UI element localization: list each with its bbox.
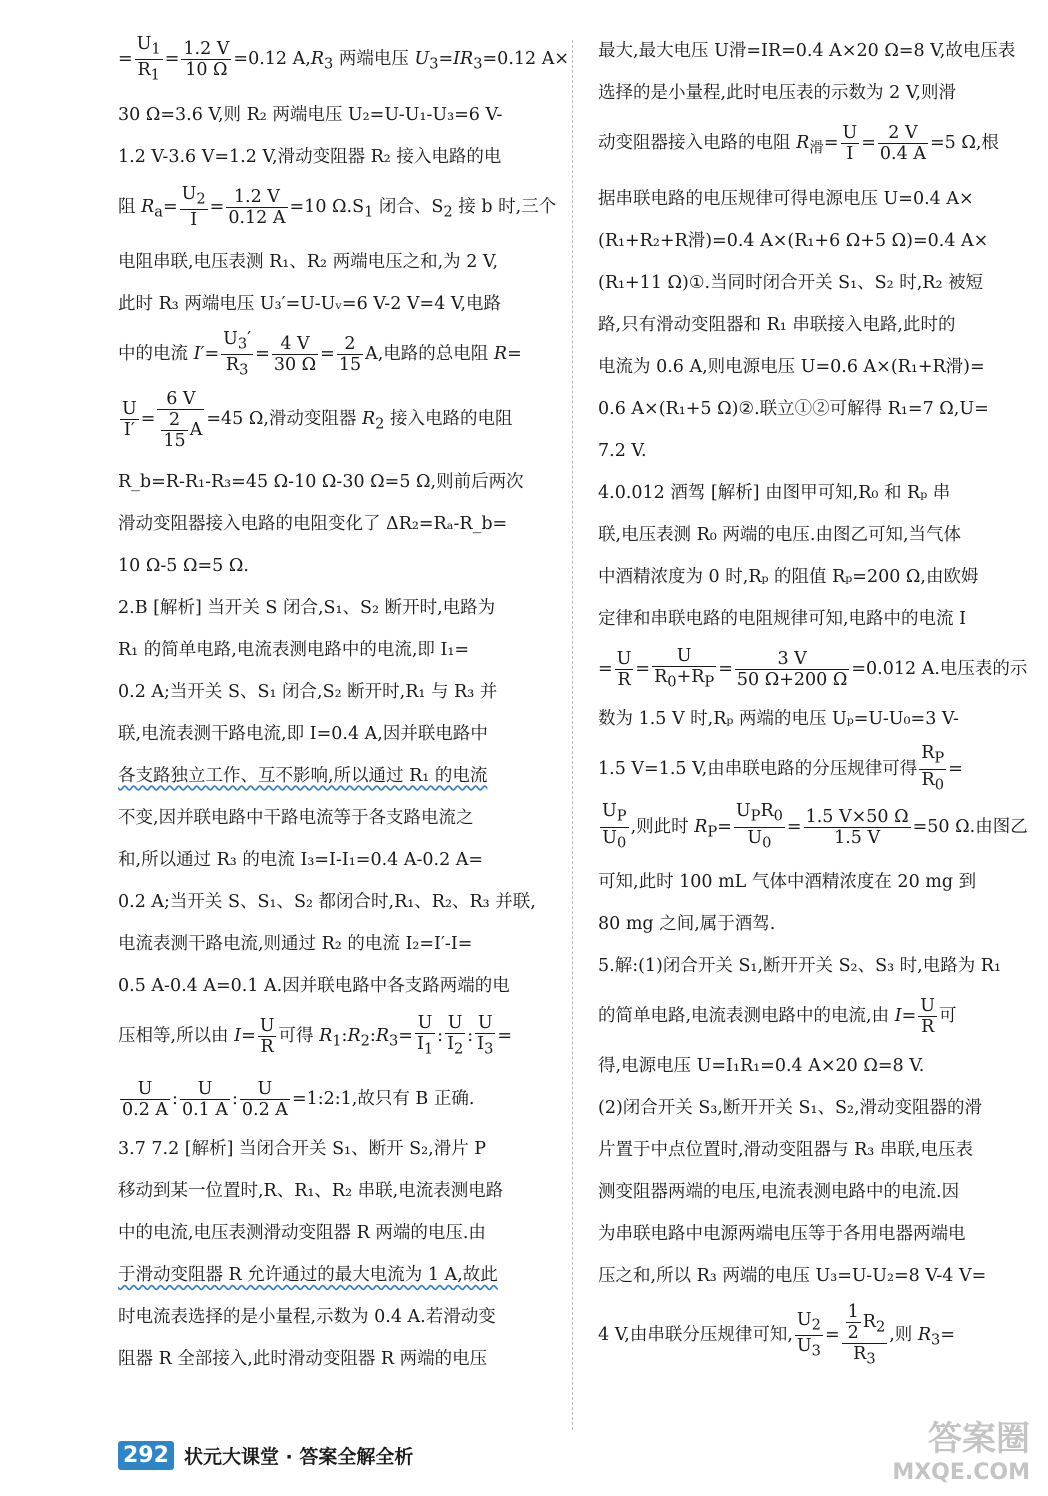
question-2-start: 2.B [解析] 当开关 S 闭合,S₁、S₂ 断开时,电路为 — [118, 597, 496, 618]
text-line: 压之和,所以 R₃ 两端的电压 U₃=U-U₂=8 V-4 V= — [598, 1266, 987, 1286]
text-line: 为串联电路中电源两端电压等于各用电器两端电 — [598, 1224, 966, 1244]
text-line: 30 Ω=3.6 V,则 R₂ 两端电压 U₂=U-U₁-U₃=6 V- — [118, 104, 503, 125]
text-line: 联,电压表测 R₀ 两端的电压.由图乙可知,当气体 — [598, 524, 962, 545]
text-line: 的简单电路,电流表测电路中的电流,由 I= $\frac{U}{R}$ 可 — [598, 996, 957, 1037]
text-line: 中的电流 I′= $\frac{U_3'}{R_3}$ = $\frac{4 V}{30 \Omega}$ = $\frac{2}{15}$ A,电路的总电阻 R= — [118, 328, 522, 379]
text-line: 4 V,由串联分压规律可知, $\frac{U_2}{U_3}$ = $\frac{1}{2}$ $R_2$ $R_3$ ,则 $R_3=$ — [598, 1301, 955, 1368]
text-line: 10 Ω-5 Ω=5 Ω. — [118, 555, 249, 576]
text-line: 于滑动变阻器 R 允许通过的最大电流为 1 A,故此 — [118, 1265, 498, 1285]
book-title: 状元大课堂 · 答案全解全析 — [183, 1445, 414, 1468]
text-line: 电流为 0.6 A,则电源电压 U=0.6 A×(R₁+R滑)= — [598, 356, 985, 377]
text-line: 定律和串联电路的电阻规律可知,电路中的电流 I — [598, 608, 967, 629]
text-line: 阻 $R_a=$ $\frac{U_2}{I}$ = $\frac{1.2 V}{0.12 A}$ =10 $\Omega.S_1$ 闭合、$S_2$ 接 b 时,三个 — [118, 183, 557, 231]
page-footer — [118, 1437, 413, 1473]
text-line: = $\frac{U_1}{R_1}$ = $\frac{1.2 V}{10 \Omega}$ =0.12 $A,R_3$ 两端电压 $U_3=IR_3=0.12$ A× — [118, 33, 570, 84]
text-line: 中酒精浓度为 0 时,Rₚ 的阻值 Rₚ=200 Ω,由欧姆 — [598, 566, 979, 587]
text-line: (R₁+R₂+R滑)=0.4 A×(R₁+6 Ω+5 Ω)=0.4 A× — [598, 230, 989, 251]
watermark-url: MXQE.COM — [892, 1460, 1030, 1485]
text-line: 0.6 A×(R₁+5 Ω)②.联立①②可解得 R₁=7 Ω,U= — [598, 398, 989, 419]
text-line: $\frac{U_P}{U_0}$ ,则此时 $R_P=$ $\frac{U_PR_0}{U_0}$ = $\frac{1.5 V\times 50 \Omega}{1.5 V}$ =50 Ω.由图乙 — [602, 801, 1028, 851]
text-line: (2)闭合开关 S₃,断开开关 S₁、S₂,滑动变阻器的滑 — [598, 1098, 983, 1118]
question-3-start: 3.7 7.2 [解析] 当闭合开关 S₁、断开 S₂,滑片 P — [118, 1139, 487, 1159]
text-line: 得,电源电压 U=I₁R₁=0.4 A×20 Ω=8 V. — [598, 1056, 925, 1076]
text-line: $\frac{U}{I'}$ = 6 V $\frac{2}{15}$ A =45 Ω,滑动变阻器 $R_2$ 接入电路的电阻 — [122, 388, 513, 451]
text-line: 可知,此时 100 mL 气体中酒精浓度在 20 mg 到 — [598, 872, 977, 892]
text-line: 最大,最大电压 U滑=IR=0.4 A×20 Ω=8 V,故电压表 — [598, 41, 1016, 61]
text-line: 联,电流表测干路电流,即 I=0.4 A,因并联电路中 — [118, 723, 488, 744]
watermark — [892, 1419, 1030, 1485]
text-line: 路,只有滑动变阻器和 R₁ 串联接入电路,此时的 — [598, 314, 956, 335]
text-line: 1.5 V=1.5 V,由串联电路的分压规律可得 $\frac{R_P}{R_0}$ = — [598, 743, 963, 793]
text-line: 0.2 A;当开关 S、S₁ 闭合,S₂ 断开时,R₁ 与 R₃ 并 — [118, 681, 498, 702]
text-line: 1.2 V-3.6 V=1.2 V,滑动变阻器 R₂ 接入电路的电 — [118, 146, 502, 167]
text-line: 此时 R₃ 两端电压 U₃′=U-Uᵥ=6 V-2 V=4 V,电路 — [118, 294, 502, 314]
text-line: 滑动变阻器接入电路的电阻变化了 ΔR₂=Rₐ-R_b= — [118, 513, 508, 534]
text-line: 不变,因并联电路中干路电流等于各支路电流之 — [118, 807, 474, 828]
right-column — [598, 30, 1028, 1379]
text-line: 7.2 V. — [598, 440, 647, 461]
text-line: 阻器 R 全部接入,此时滑动变阻器 R 两端的电压 — [118, 1349, 488, 1369]
text-line: 移动到某一位置时,R、R₁、R₂ 串联,电流表测电路 — [118, 1181, 504, 1201]
text-line: 和,所以通过 R₃ 的电流 I₃=I-I₁=0.4 A-0.2 A= — [118, 849, 484, 870]
text-line: 测变阻器两端的电压,电流表测电路中的电流.因 — [598, 1182, 960, 1202]
text-line: R_b=R-R₁-R₃=45 Ω-10 Ω-30 Ω=5 Ω,则前后两次 — [118, 471, 524, 492]
text-line: 压相等,所以由 I= $\frac{U}{R}$ 可得 $R_1:R_2:R_3=$ $\frac{U}{I_1}$ : $\frac{U}{I_2}$ : $\frac{U}{I_3}$ = — [118, 1012, 513, 1058]
text-line: 时电流表选择的是小量程,示数为 0.4 A.若滑动变 — [118, 1307, 496, 1327]
text-line: $\frac{U}{0.2 A}$ : $\frac{U}{0.1 A}$ : $\frac{U}{0.2 A}$ =1:2:1,故只有 B 正确. — [122, 1079, 475, 1120]
text-line: 电流表测干路电流,则通过 R₂ 的电流 I₂=I′-I= — [118, 933, 473, 954]
text-line: 0.2 A;当开关 S、S₁、S₂ 都闭合时,R₁、R₂、R₃ 并联, — [118, 891, 536, 912]
text-line: 片置于中点位置时,滑动变阻器与 R₃ 串联,电压表 — [598, 1140, 973, 1160]
text-line: 数为 1.5 V 时,Rₚ 两端的电压 Uₚ=U-U₀=3 V- — [598, 708, 959, 729]
text-line: = $\frac{U}{R}$ = $\frac{U}{R_0+R_P}$ = $\frac{3 V}{50 \Omega+200 \Omega}$ =0.012 A.电压表的示 — [598, 645, 1028, 691]
text-line: 电阻串联,电压表测 R₁、R₂ 两端电压之和,为 2 V, — [118, 252, 499, 272]
question-4-start: 4.0.012 酒驾 [解析] 由图甲可知,R₀ 和 Rₚ 串 — [598, 482, 951, 503]
watermark-logo: 答案圈 — [928, 1419, 1030, 1459]
text-line: 80 mg 之间,属于酒驾. — [598, 914, 776, 934]
text-line: 0.5 A-0.4 A=0.1 A.因并联电路中各支路两端的电 — [118, 975, 510, 996]
left-column — [118, 30, 570, 1380]
page-number: 292 — [118, 1441, 174, 1470]
text-line: 据串联电路的电压规律可得电源电压 U=0.4 A× — [598, 188, 974, 209]
text-line: 选择的是小量程,此时电压表的示数为 2 V,则滑 — [598, 83, 956, 103]
text-line: R₁ 的简单电路,电流表测电路中的电流,即 I₁= — [118, 639, 470, 660]
text-line: (R₁+11 Ω)①.当同时闭合开关 S₁、S₂ 时,R₂ 被短 — [598, 272, 984, 293]
text-line: 中的电流,电压表测滑动变阻器 R 两端的电压.由 — [118, 1223, 486, 1243]
column-divider — [572, 40, 573, 1430]
text-line: 动变阻器接入电路的电阻 $R_滑=$ $\frac{U}{I}$ = $\frac{2 V}{0.4 A}$ =5 Ω,根 — [598, 123, 999, 164]
text-line: 各支路独立工作、互不影响,所以通过 R₁ 的电流 — [118, 765, 488, 786]
question-5-start: 5.解:(1)闭合开关 S₁,断开开关 S₂、S₃ 时,电路为 R₁ — [598, 956, 1001, 976]
